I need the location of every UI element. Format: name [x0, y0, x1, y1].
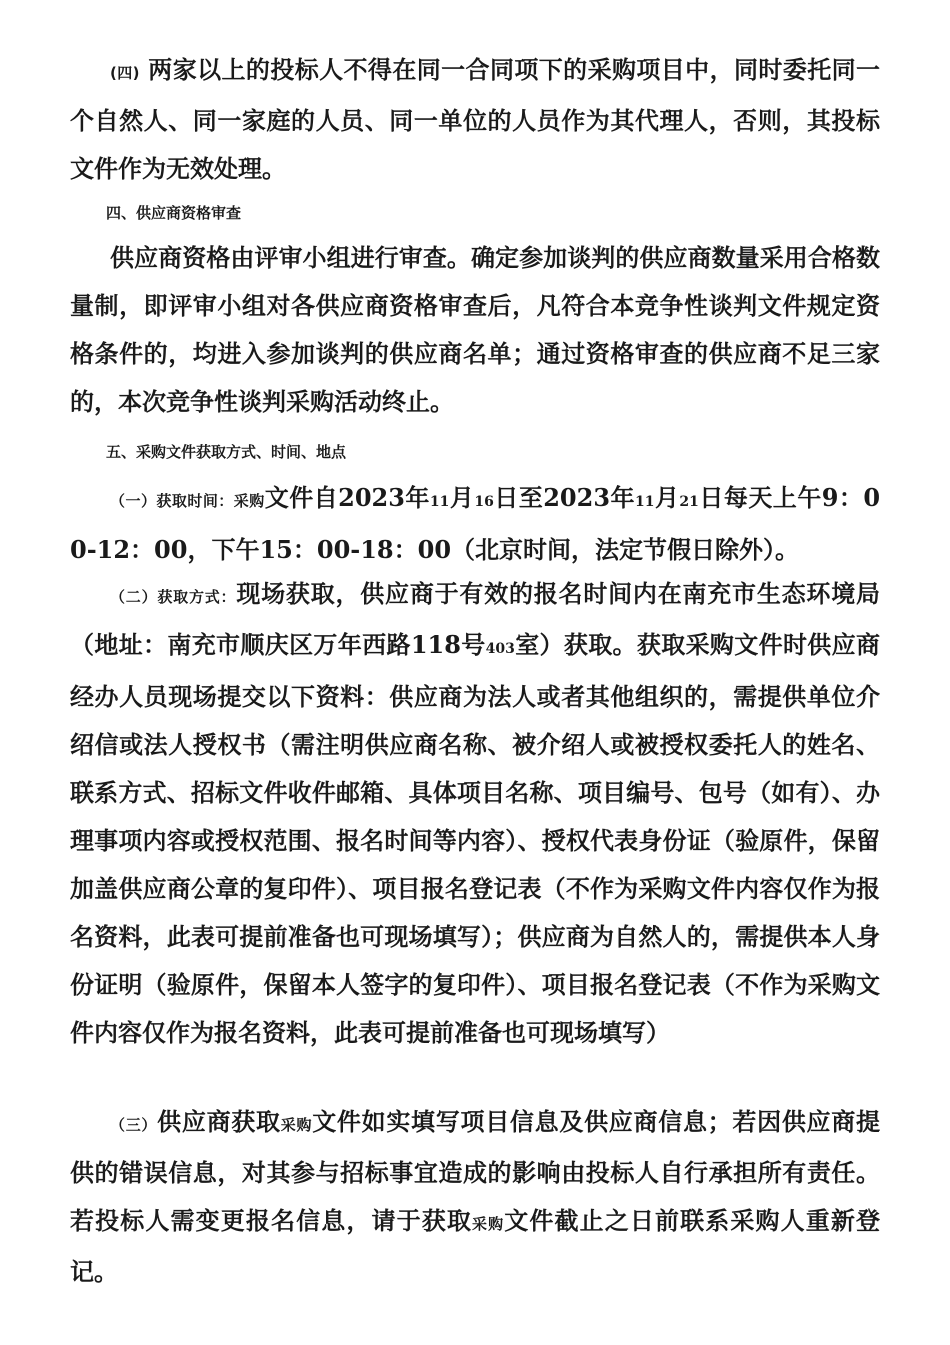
time-text-4: 日至	[493, 484, 544, 512]
start-year: 2023	[338, 483, 405, 512]
time-text-7: 日每天上午	[698, 484, 822, 512]
end-month: 11	[634, 494, 655, 510]
time-text-2: 年	[404, 484, 430, 512]
item4-paragraph	[70, 46, 880, 193]
time-text-9: （北京时间，法定节假日除外）。	[451, 536, 800, 564]
info-marker: （三）	[110, 1116, 158, 1134]
time-text-8: ，下午	[187, 536, 260, 564]
section-heading-4: 四、供应商资格审查	[106, 204, 242, 222]
method-text-2: 号	[460, 631, 486, 659]
info-small-1: 采购	[280, 1116, 313, 1134]
start-month: 11	[429, 494, 450, 510]
item4-text: 两家以上的投标人不得在同一合同项下的采购项目中，同时委托同一个自然人、同一家庭的人员、同一单位的人员作为其代理人，否则，其投标文件作为无效处理。	[70, 56, 881, 183]
afternoon-hours: 15：00-18：00	[259, 535, 452, 564]
end-year: 2023	[543, 483, 611, 512]
time-text-6: 月	[654, 484, 680, 512]
method-marker: （二）获取方式：	[110, 588, 237, 606]
section-heading-5: 五、采购文件获取方式、时间、地点	[106, 443, 347, 461]
time-marker: （一）获取时间：	[110, 492, 234, 510]
qualification-paragraph	[70, 234, 880, 426]
info-small-2: 采购	[472, 1215, 505, 1233]
room-number: 403	[485, 641, 515, 657]
info-text-2: 文件如实填写项目信息及供应商信息；若因供应商提供的错误信息，对其参与招标事宜造成的影响由投标人自行承担所有责任。若投标人需变更报名信息，请于获取	[70, 1108, 880, 1235]
info-text-3: 文件截止之日前联系采购人重新登记。	[70, 1207, 880, 1286]
start-day: 16	[474, 494, 494, 510]
end-day: 21	[679, 494, 699, 510]
time-text-5: 年	[610, 484, 635, 512]
qualification-text: 供应商资格由评审小组进行审查。确定参加谈判的供应商数量采用合格数量制，即评审小组对各供应商资格审查后，凡符合本竞争性谈判文件规定资格条件的，均进入参加谈判的供应商名单；通过资格审查的供应商不足三家的，本次竞争性谈判采购活动终止。	[70, 244, 880, 416]
info-paragraph	[70, 1098, 880, 1296]
street-number: 118	[410, 630, 461, 659]
method-text-1: 现场获取，供应商于有效的报名时间内在南充市生态环境局（地址：南充市顺庆区万年西路	[70, 580, 880, 659]
time-text-1: 文件自	[264, 484, 339, 512]
acquisition-method-paragraph	[70, 570, 880, 1057]
morning-hours: 9：00-12：00	[70, 483, 881, 564]
time-prefix: 采购	[233, 492, 265, 510]
acquisition-time-paragraph	[70, 474, 880, 574]
method-text-3: 室）获取。获取采购文件时供应商经办人员现场提交以下资料：供应商为法人或者其他组织的，需提供单位介绍信或法人授权书（需注明供应商名称、被介绍人或被授权委托人的姓名、联系方式、招标文件收件邮箱、具体项目名称、项目编号、包号（如有）、办理事项内容或授权范围、报名时间等内容）、授权代表身份证（验原件，保留加盖供应商公章的复印件）、项目报名登记表（不作为采购文件内容仅作为报名资料，此表可提前准备也可现场填写）；供应商为自然人的，需提供本人身份证明（验原件，保留本人签字的复印件）、项目报名登记表（不作为采购文件内容仅作为报名资料，此表可提前准备也可现场填写）	[70, 631, 880, 1047]
info-text-1: 供应商获取	[157, 1108, 281, 1136]
time-text-3: 月	[449, 484, 475, 512]
item4-marker: (四)	[110, 64, 140, 82]
